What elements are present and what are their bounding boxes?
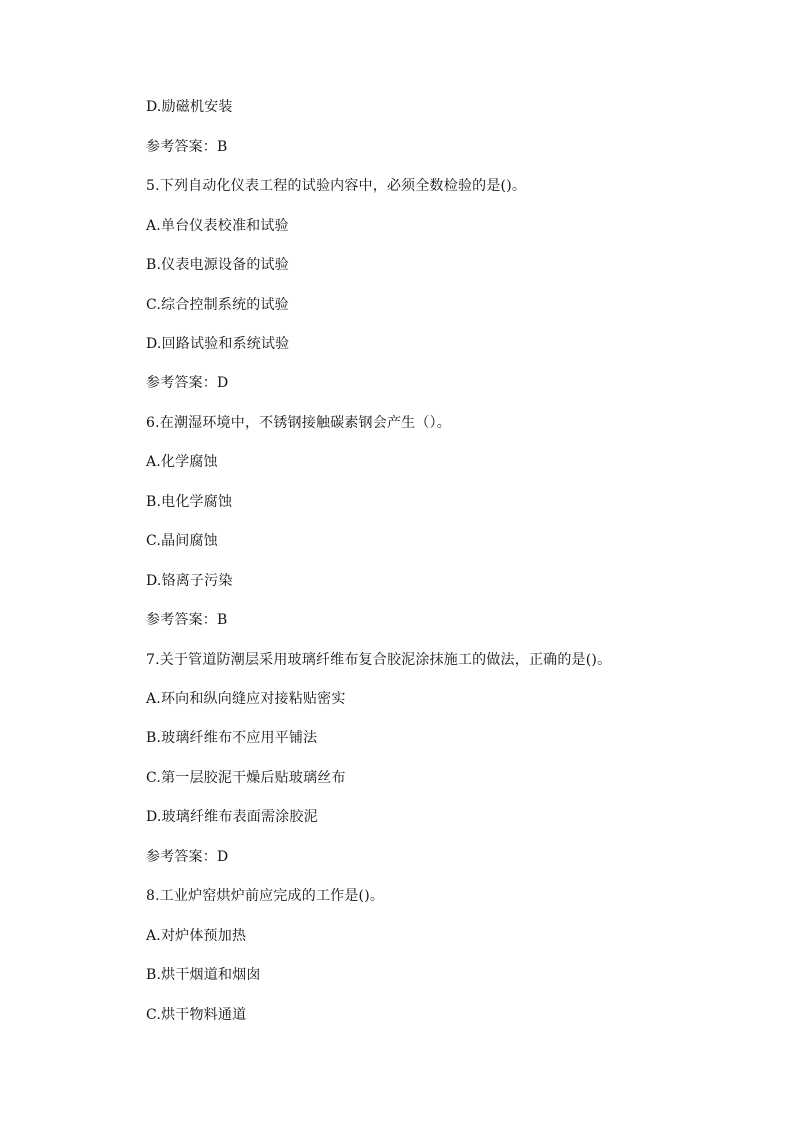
question-6: 6.在潮湿环境中，不锈钢接触碳素钢会产生（）。 — [146, 415, 451, 431]
question-7: 7.关于管道防潮层采用玻璃纤维布复合胶泥涂抹施工的做法，正确的是()。 — [146, 652, 612, 668]
question-5: 5.下列自动化仪表工程的试验内容中，必须全数检验的是()。 — [146, 178, 527, 194]
option-a-q5: A.单台仪表校准和试验 — [146, 218, 289, 234]
option-c-q5: C.综合控制系统的试验 — [146, 297, 289, 313]
option-a-q8: A.对炉体预加热 — [146, 928, 247, 944]
answer-q6: 参考答案：B — [146, 612, 228, 628]
option-d-q5: D.回路试验和系统试验 — [146, 336, 290, 352]
option-d-q7: D.玻璃纤维布表面需涂胶泥 — [146, 809, 318, 825]
answer-q7: 参考答案：D — [146, 849, 229, 865]
option-a-q6: A.化学腐蚀 — [146, 454, 218, 470]
option-c-q6: C.晶间腐蚀 — [146, 533, 218, 549]
option-c-q7: C.第一层胶泥干燥后贴玻璃丝布 — [146, 770, 346, 786]
option-c-q8: C.烘干物料通道 — [146, 1007, 247, 1023]
option-b-q5: B.仪表电源设备的试验 — [146, 257, 289, 273]
answer-q5: 参考答案：D — [146, 375, 229, 391]
option-b-q7: B.玻璃纤维布不应用平铺法 — [146, 730, 318, 746]
option-d-q4: D.励磁机安装 — [146, 99, 233, 115]
option-a-q7: A.环向和纵向缝应对接粘贴密实 — [146, 691, 346, 707]
option-b-q6: B.电化学腐蚀 — [146, 494, 233, 510]
option-b-q8: B.烘干烟道和烟囱 — [146, 967, 261, 983]
option-d-q6: D.铬离子污染 — [146, 573, 233, 589]
answer-q4: 参考答案：B — [146, 139, 228, 155]
question-8: 8.工业炉窑烘炉前应完成的工作是()。 — [146, 888, 385, 904]
